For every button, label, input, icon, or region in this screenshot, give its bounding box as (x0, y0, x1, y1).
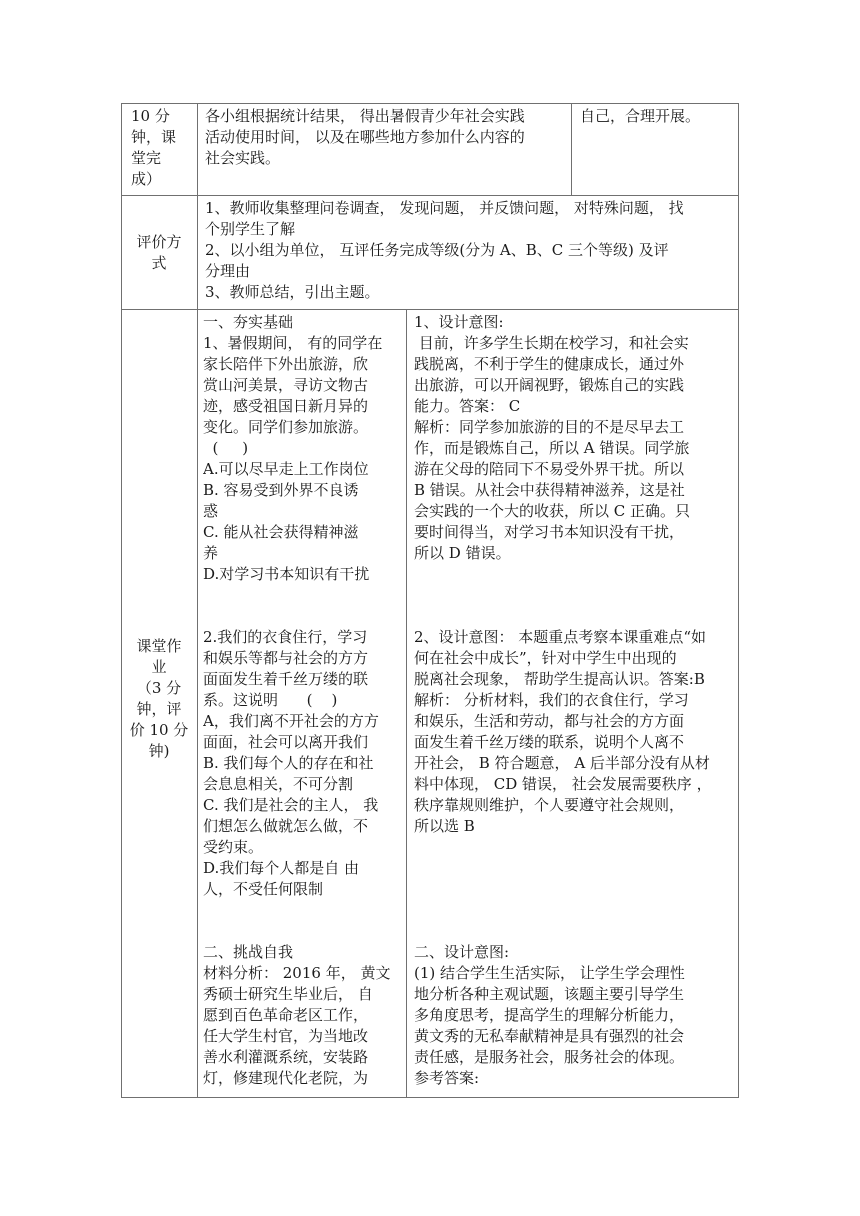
table-row-divider (121, 309, 739, 310)
cell-line: 个别学生了解 (205, 220, 296, 238)
cell-line: 人，不受任何限制 (203, 880, 324, 898)
design-intent-3-block (414, 942, 736, 1089)
cell-line: 面面发生着千丝万缕的联 (203, 670, 369, 688)
cell-line: 灯，修建现代化老院，为 (203, 1069, 369, 1087)
cell-line: 面发生着千丝万缕的联系，说明个人离不 (414, 733, 685, 751)
cell-line: 2、以小组为单位， 互评任务完成等级(分为 A、B、C 三个等级) 及评 (205, 241, 669, 259)
cell-line: 堂完 (131, 149, 162, 167)
cell-line: 何在社会中成长”，针对中学生中出现的 (414, 649, 677, 667)
cell-line: 所以选 B (414, 817, 475, 835)
option-c: C. 我们是社会的主人， 我 (203, 796, 379, 814)
cell-line: 家长陪伴下外出旅游，欣 (203, 355, 369, 373)
table-column-divider (571, 103, 572, 195)
cell-line: 会息息相关，不可分割 (203, 775, 354, 793)
table-column-divider (406, 309, 407, 1098)
cell-line: 各小组根据统计结果， 得出暑假青少年社会实践 (205, 107, 525, 125)
cell-line: ( ) (203, 439, 249, 457)
cell-line: 3、教师总结，引出主题。 (205, 283, 380, 301)
section-heading: 1、设计意图: (414, 313, 504, 331)
cell-line: 解析： 分析材料，我们的衣食住行，学习 (414, 691, 689, 709)
cell-line: 善水利灌溉系统，安装路 (203, 1048, 369, 1066)
cell-line: 地分析各种主观试题，该题主要引导学生 (414, 985, 685, 1003)
cell-line: 和娱乐，生活和劳动，都与社会的方方面 (414, 712, 685, 730)
cell-line: 养 (203, 544, 219, 562)
cell-line: 惑 (203, 502, 219, 520)
section-heading: 2、设计意图： 本题重点考察本课重难点“如 (414, 628, 706, 646)
cell-line: 任大学生村官，为当地改 (203, 1027, 369, 1045)
challenge-block (203, 942, 405, 1089)
cell-line: 钟) (148, 742, 170, 760)
cell-line: 责任感，是服务社会，服务社会的体现。 (414, 1048, 685, 1066)
table-column-divider (197, 103, 198, 1098)
cell-line: 业 (151, 658, 167, 676)
cell-line: 开社会， B 符合题意， A 后半部分没有从材 (414, 754, 710, 772)
cell-line: 黄文秀的无私奉献精神是具有强烈的社会 (414, 1027, 685, 1045)
cell-line: 愿到百色革命老区工作， (203, 1006, 369, 1024)
table-border-right (738, 103, 739, 1098)
cell-line: （3 分 (136, 679, 182, 697)
question-1-block (203, 312, 405, 585)
cell-line: 分理由 (205, 262, 251, 280)
cell-line: 1、暑假期间， 有的同学在 (203, 334, 383, 352)
cell-line: 价 10 分 (129, 721, 189, 739)
cell-line: 目前，许多学生长期在校学习，和社会实 (414, 334, 689, 352)
option-b: B. 我们每个人的存在和社 (203, 754, 374, 772)
cell-line: 活动使用时间， 以及在哪些地方参加什么内容的 (205, 128, 525, 146)
cell-line: 秀硕士研究生毕业后， 自 (203, 985, 373, 1003)
cell-line: 迹，感受祖国日新月异的 (203, 397, 369, 415)
cell-line: 游在父母的陪同下不易受外界干扰。所以 (414, 460, 685, 478)
cell-line: 成） (131, 170, 162, 188)
table-border-bottom (121, 1097, 739, 1098)
cell-line: 变化。同学们参加旅游。 (203, 418, 369, 436)
cell-line: 作，而是锻炼自己，所以 A 错误。同学旅 (414, 439, 690, 457)
question-2-block (203, 627, 405, 900)
cell-line: 自己，合理开展。 (580, 107, 701, 125)
cell-line: 面面，社会可以离开我们 (203, 733, 369, 751)
section-heading: 二、设计意图: (414, 943, 510, 961)
cell-line: B 错误。从社会中获得精神滋养，这是社 (414, 481, 685, 499)
section-heading: 二、挑战自我 (203, 943, 294, 961)
reference-answer-label: 参考答案: (414, 1069, 480, 1087)
section-heading: 一、夯实基础 (203, 313, 294, 331)
cell-line: 要时间得当，对学习书本知识没有干扰， (414, 523, 685, 541)
cell-line: 赏山河美景，寻访文物古 (203, 376, 369, 394)
cell-line: 出旅游，可以开阔视野，锻炼自己的实践 (414, 376, 685, 394)
cell-line: 2.我们的衣食住行，学习 (203, 628, 368, 646)
cell-line: 社会实践。 (205, 149, 281, 167)
cell-line: 课堂作 (136, 637, 182, 655)
row1-purpose-cell (580, 106, 736, 127)
option-b: B. 容易受到外界不良诱 (203, 481, 359, 499)
cell-line: 践脱离，不利于学生的健康成长，通过外 (414, 355, 685, 373)
option-a: A，我们离不开社会的方方 (203, 712, 379, 730)
row1-activity-cell (205, 106, 569, 169)
cell-line: 钟，课 (131, 128, 177, 146)
cell-line: 10 分 (131, 107, 170, 125)
cell-line: 多角度思考，提高学生的理解分析能力， (414, 1006, 685, 1024)
cell-line: 系。这说明 ( ) (203, 691, 338, 709)
design-intent-1-block (414, 312, 736, 564)
option-d: D.对学习书本知识有干扰 (203, 565, 370, 583)
cell-line: 们想怎么做就怎么做，不 (203, 817, 369, 835)
cell-line: 秩序靠规则维护，个人要遵守社会规则， (414, 796, 685, 814)
option-d: D.我们每个人都是自 由 (203, 859, 360, 877)
cell-line: 式 (151, 254, 167, 272)
cell-line: 会实践的一个大的收获，所以 C 正确。只 (414, 502, 691, 520)
row3-label-cell (122, 636, 196, 762)
cell-line: 料中体现， CD 错误， 社会发展需要秩序 ， (414, 775, 712, 793)
table-border-top (121, 103, 739, 104)
cell-line: 和娱乐等都与社会的方方 (203, 649, 369, 667)
answer-line: 能力。答案： C (414, 397, 521, 415)
row2-label-cell (122, 232, 196, 274)
cell-line: 评价方 (136, 233, 182, 251)
cell-line: 受约束。 (203, 838, 264, 856)
cell-line: 解析：同学参加旅游的目的不是尽早去工 (414, 418, 685, 436)
design-intent-2-block (414, 627, 736, 837)
row2-evaluation-cell (205, 198, 737, 303)
answer-line: 脱离社会现象， 帮助学生提高认识。答案:B (414, 670, 705, 688)
cell-line: 所以 D 错误。 (414, 544, 511, 562)
row1-time-cell (131, 106, 193, 190)
table-row-divider (121, 195, 739, 196)
cell-line: (1) 结合学生生活实际， 让学生学会理性 (414, 964, 685, 982)
option-c: C. 能从社会获得精神滋 (203, 523, 359, 541)
cell-line: 1、教师收集整理问卷调查， 发现问题， 并反馈问题， 对特殊问题， 找 (205, 199, 684, 217)
cell-line: 材料分析： 2016 年， 黄文 (203, 964, 391, 982)
cell-line: 钟，评 (136, 700, 182, 718)
option-a: A.可以尽早走上工作岗位 (203, 460, 369, 478)
